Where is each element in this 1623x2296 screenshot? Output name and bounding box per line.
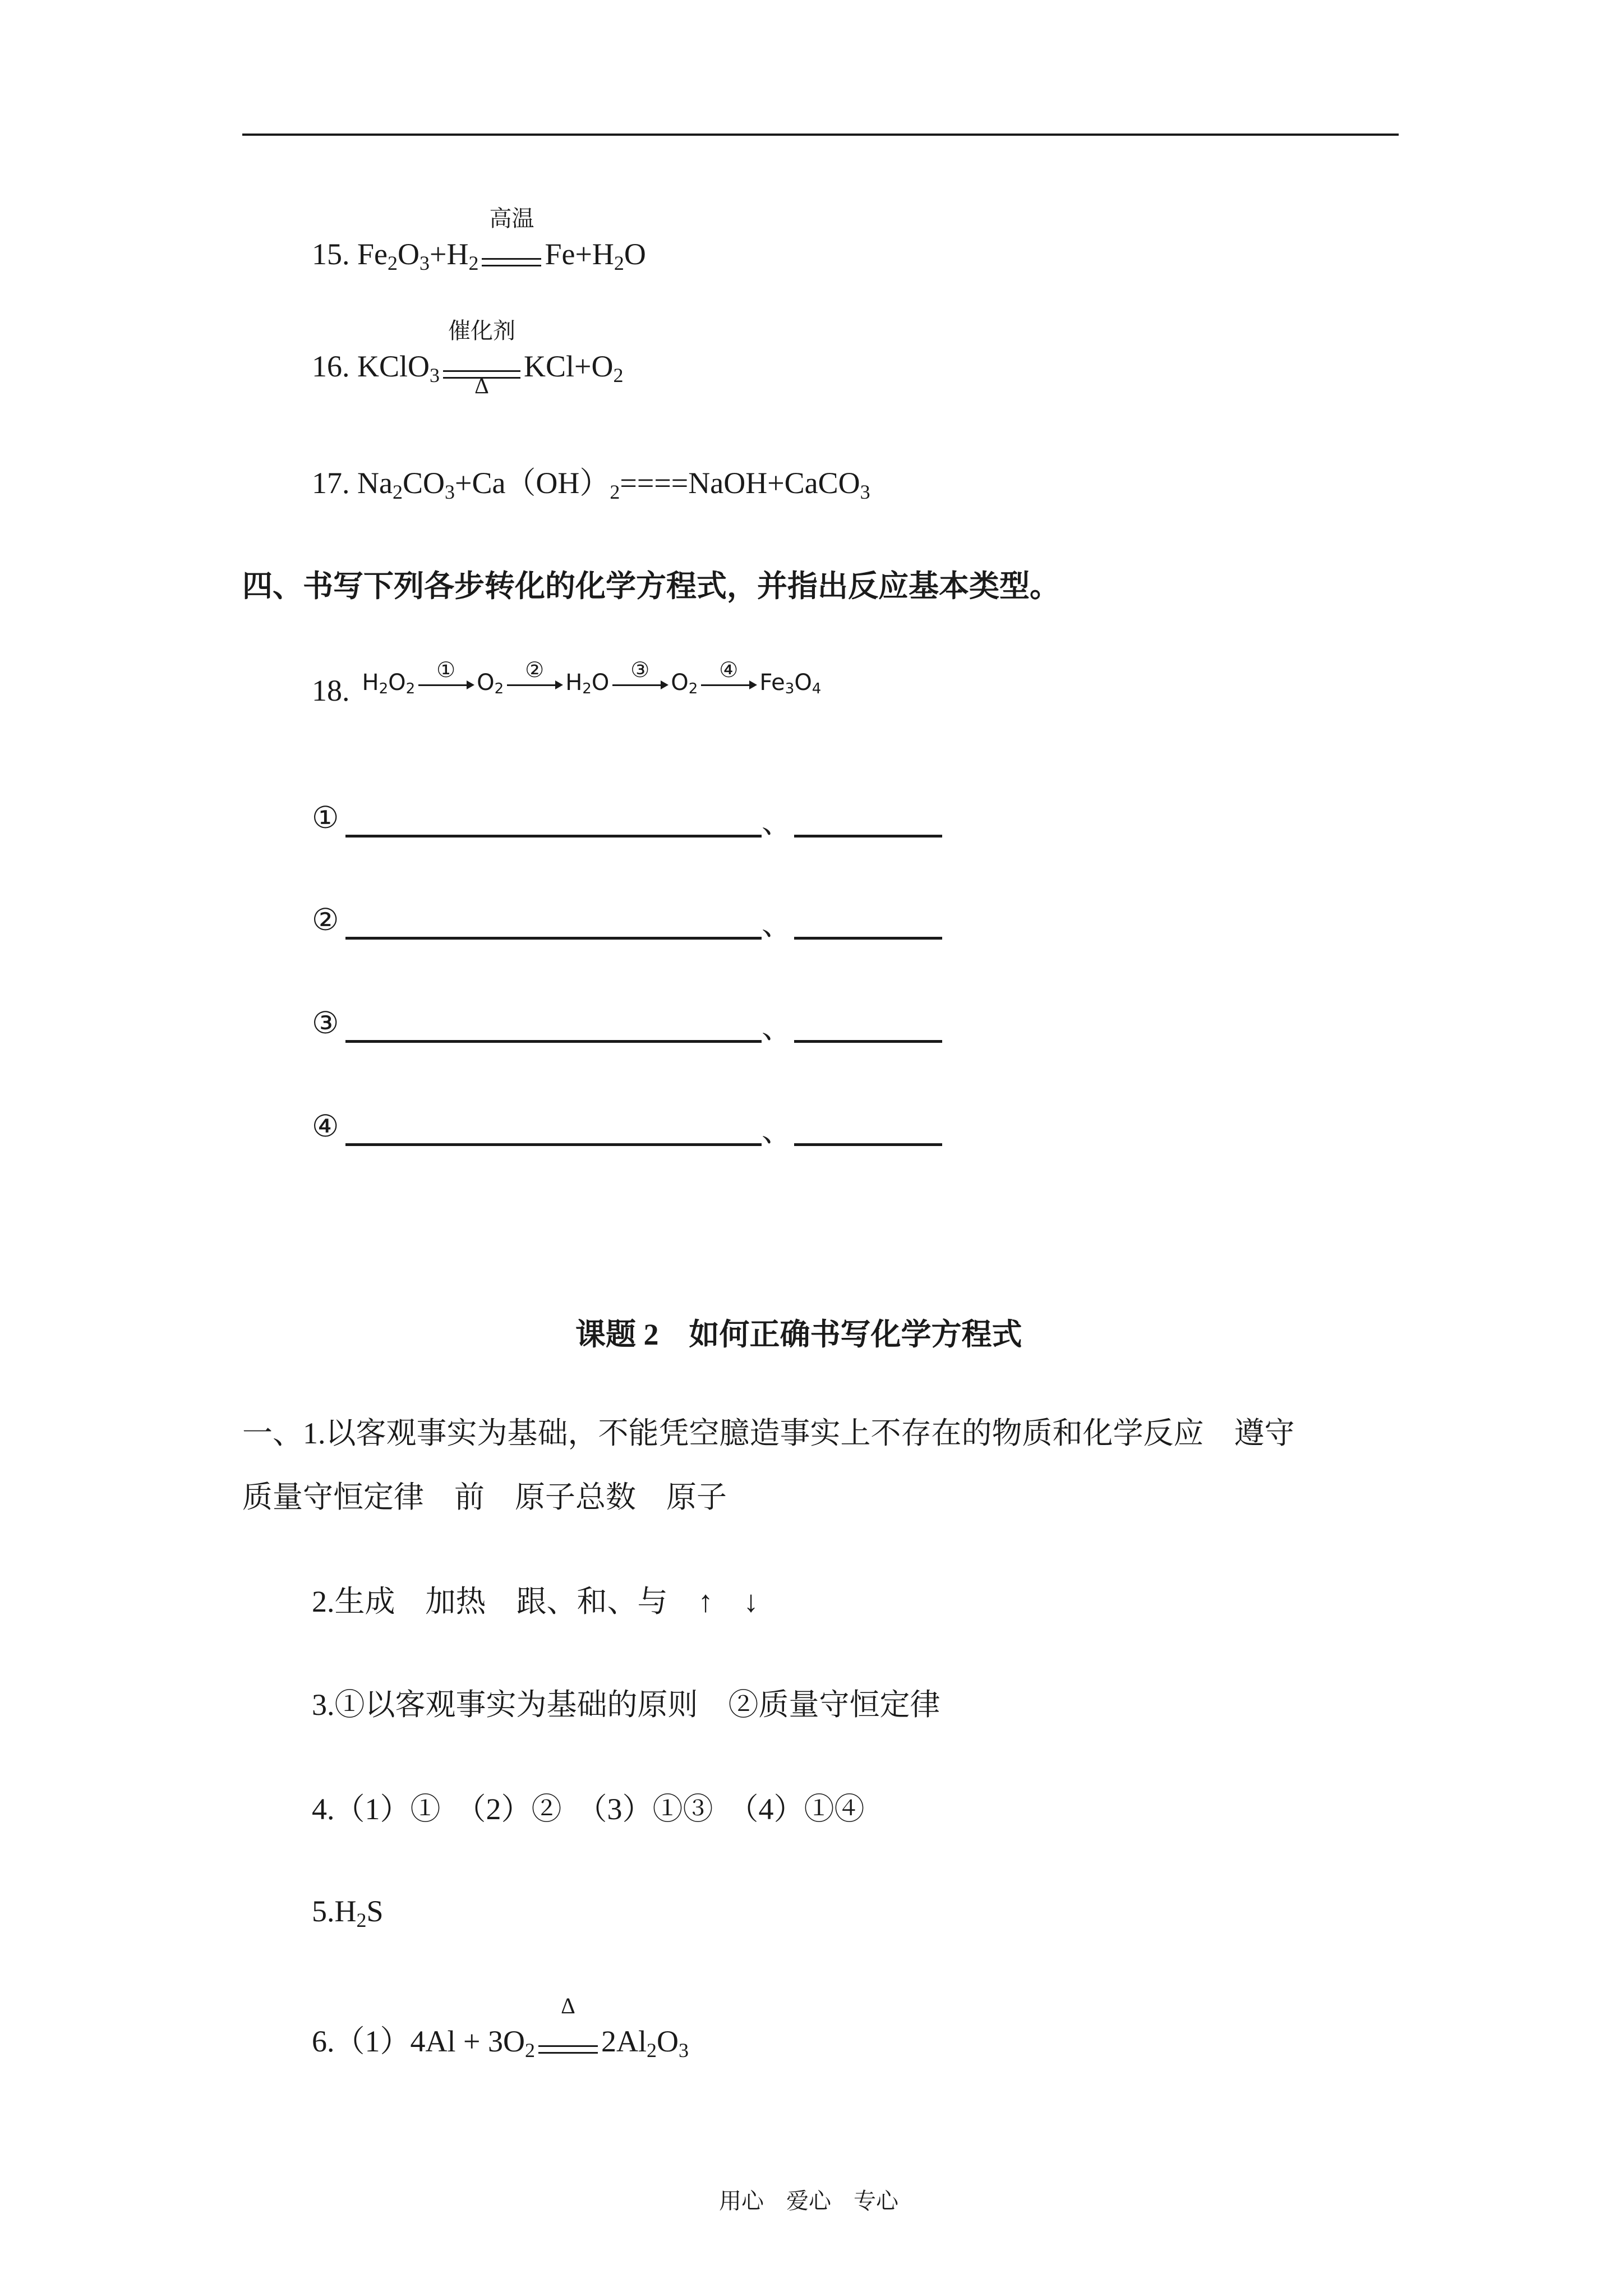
subscript: 3 <box>444 481 455 503</box>
formula-part: Fe <box>357 237 388 271</box>
equation-blank[interactable] <box>345 835 762 838</box>
step-number: ③ <box>630 657 650 682</box>
formula-part: O <box>671 670 689 696</box>
topic-title: 课题 2 如何正确书写化学方程式 <box>575 1318 1022 1351</box>
subscript: 3 <box>430 364 440 386</box>
answer-5 <box>312 1892 384 1931</box>
subscript: 4 <box>811 680 822 697</box>
subscript: 3 <box>860 481 870 503</box>
separator: 、 <box>762 1011 792 1045</box>
subscript: 2 <box>646 2039 657 2062</box>
question-number: 17. <box>312 466 350 500</box>
answer-3: 3.①以客观事实为基础的原则 ②质量守恒定律 <box>312 1688 940 1722</box>
subscript: 2 <box>356 1909 367 1931</box>
header-rule <box>242 134 1399 136</box>
formula-part: O <box>477 670 495 696</box>
formula-part: O <box>794 670 812 696</box>
question-number: 16. <box>312 349 350 383</box>
question-number: 18. <box>312 674 350 707</box>
step-number: ② <box>525 657 545 682</box>
step-marker: ③ <box>312 1006 339 1040</box>
reaction-type-blank[interactable] <box>794 937 942 940</box>
condition-label: Δ <box>561 1993 575 2018</box>
subscript: 2 <box>610 481 620 503</box>
subscript: 3 <box>419 252 430 274</box>
step-marker: ② <box>312 903 339 937</box>
arrow-icon <box>506 657 563 696</box>
reaction-type-blank[interactable] <box>794 1143 942 1146</box>
formula-part: KClO <box>357 349 430 383</box>
step-marker: ④ <box>312 1110 339 1143</box>
subscript: 2 <box>524 2039 535 2062</box>
condition-label-bottom: Δ <box>474 373 489 398</box>
formula-part: KCl+O <box>524 349 614 383</box>
formula-part: O <box>624 237 646 271</box>
answer-2: 2.生成 加热 跟、和、与 ↑ ↓ <box>312 1585 759 1618</box>
formula-part: CO <box>402 466 445 500</box>
conversion-chain <box>362 657 822 697</box>
species <box>565 670 609 696</box>
equation-17 <box>312 463 870 503</box>
subscript: 3 <box>785 680 795 697</box>
formula-part: Fe+H <box>545 237 614 271</box>
condition-label: 催化剂 <box>448 318 516 343</box>
subscript: 2 <box>688 680 698 697</box>
formula-part: 5.H <box>312 1894 357 1928</box>
formula-part: H <box>565 670 583 696</box>
formula-part: S <box>366 1894 384 1928</box>
double-bar <box>538 2045 598 2054</box>
subscript: 2 <box>614 252 624 274</box>
arrow-icon <box>611 657 668 696</box>
separator: 、 <box>762 806 792 839</box>
subscript: 2 <box>613 364 624 386</box>
formula-part: Fe <box>759 670 785 696</box>
answer-1-line-1: 一、1.以客观事实为基础，不能凭空臆造事实上不存在的物质和化学反应 遵守 <box>242 1416 1295 1450</box>
step-number: ① <box>436 657 456 682</box>
formula-part: ====NaOH+CaCO <box>620 466 860 500</box>
subscript: 2 <box>405 680 416 697</box>
formula-part: +H <box>430 237 469 271</box>
reaction-condition <box>478 206 545 274</box>
subscript: 2 <box>388 252 398 274</box>
subscript: 2 <box>392 481 403 503</box>
reaction-type-blank[interactable] <box>794 835 942 838</box>
reaction-condition <box>535 1993 601 2061</box>
question-18 <box>312 657 822 710</box>
subscript: 2 <box>582 680 592 697</box>
species <box>477 670 504 696</box>
formula-part: O <box>398 237 419 271</box>
answer-4: 4.（1）① （2）② （3）①③ （4）①④ <box>312 1792 865 1826</box>
formula-part: H <box>362 670 379 696</box>
formula-part: O <box>591 670 610 696</box>
section-heading: 四、书写下列各步转化的化学方程式，并指出反应基本类型。 <box>242 569 1060 603</box>
formula-part: 2Al <box>601 2024 647 2058</box>
equation-blank[interactable] <box>345 1143 762 1146</box>
species <box>671 670 698 696</box>
formula-part: O <box>656 2024 679 2058</box>
species <box>759 670 821 696</box>
separator: 、 <box>762 908 792 941</box>
step-number: ④ <box>719 657 739 682</box>
formula-part: 6.（1）4Al + 3O <box>312 2024 525 2058</box>
subscript: 3 <box>678 2039 689 2062</box>
subscript: 2 <box>468 252 479 274</box>
formula-part: Na <box>357 466 393 500</box>
answer-6 <box>312 1993 689 2062</box>
arrow-icon <box>417 657 474 696</box>
reaction-condition <box>440 318 524 398</box>
step-marker: ① <box>312 801 339 835</box>
page-footer: 用心 爱心 专心 <box>719 2188 898 2214</box>
equation-15 <box>312 206 646 274</box>
subscript: 2 <box>379 680 389 697</box>
formula-part: +Ca（OH） <box>454 466 610 500</box>
question-number: 15. <box>312 237 350 271</box>
equation-16 <box>312 318 624 398</box>
answer-1-line-2: 质量守恒定律 前 原子总数 原子 <box>242 1480 727 1514</box>
subscript: 2 <box>494 680 504 697</box>
condition-label: 高温 <box>489 206 534 231</box>
reaction-type-blank[interactable] <box>794 1040 942 1043</box>
equation-blank[interactable] <box>345 1040 762 1043</box>
species <box>362 670 416 696</box>
arrow-icon <box>700 657 757 696</box>
equation-blank[interactable] <box>345 937 762 940</box>
separator: 、 <box>762 1114 792 1148</box>
double-bar <box>482 258 541 266</box>
formula-part: O <box>388 670 406 696</box>
